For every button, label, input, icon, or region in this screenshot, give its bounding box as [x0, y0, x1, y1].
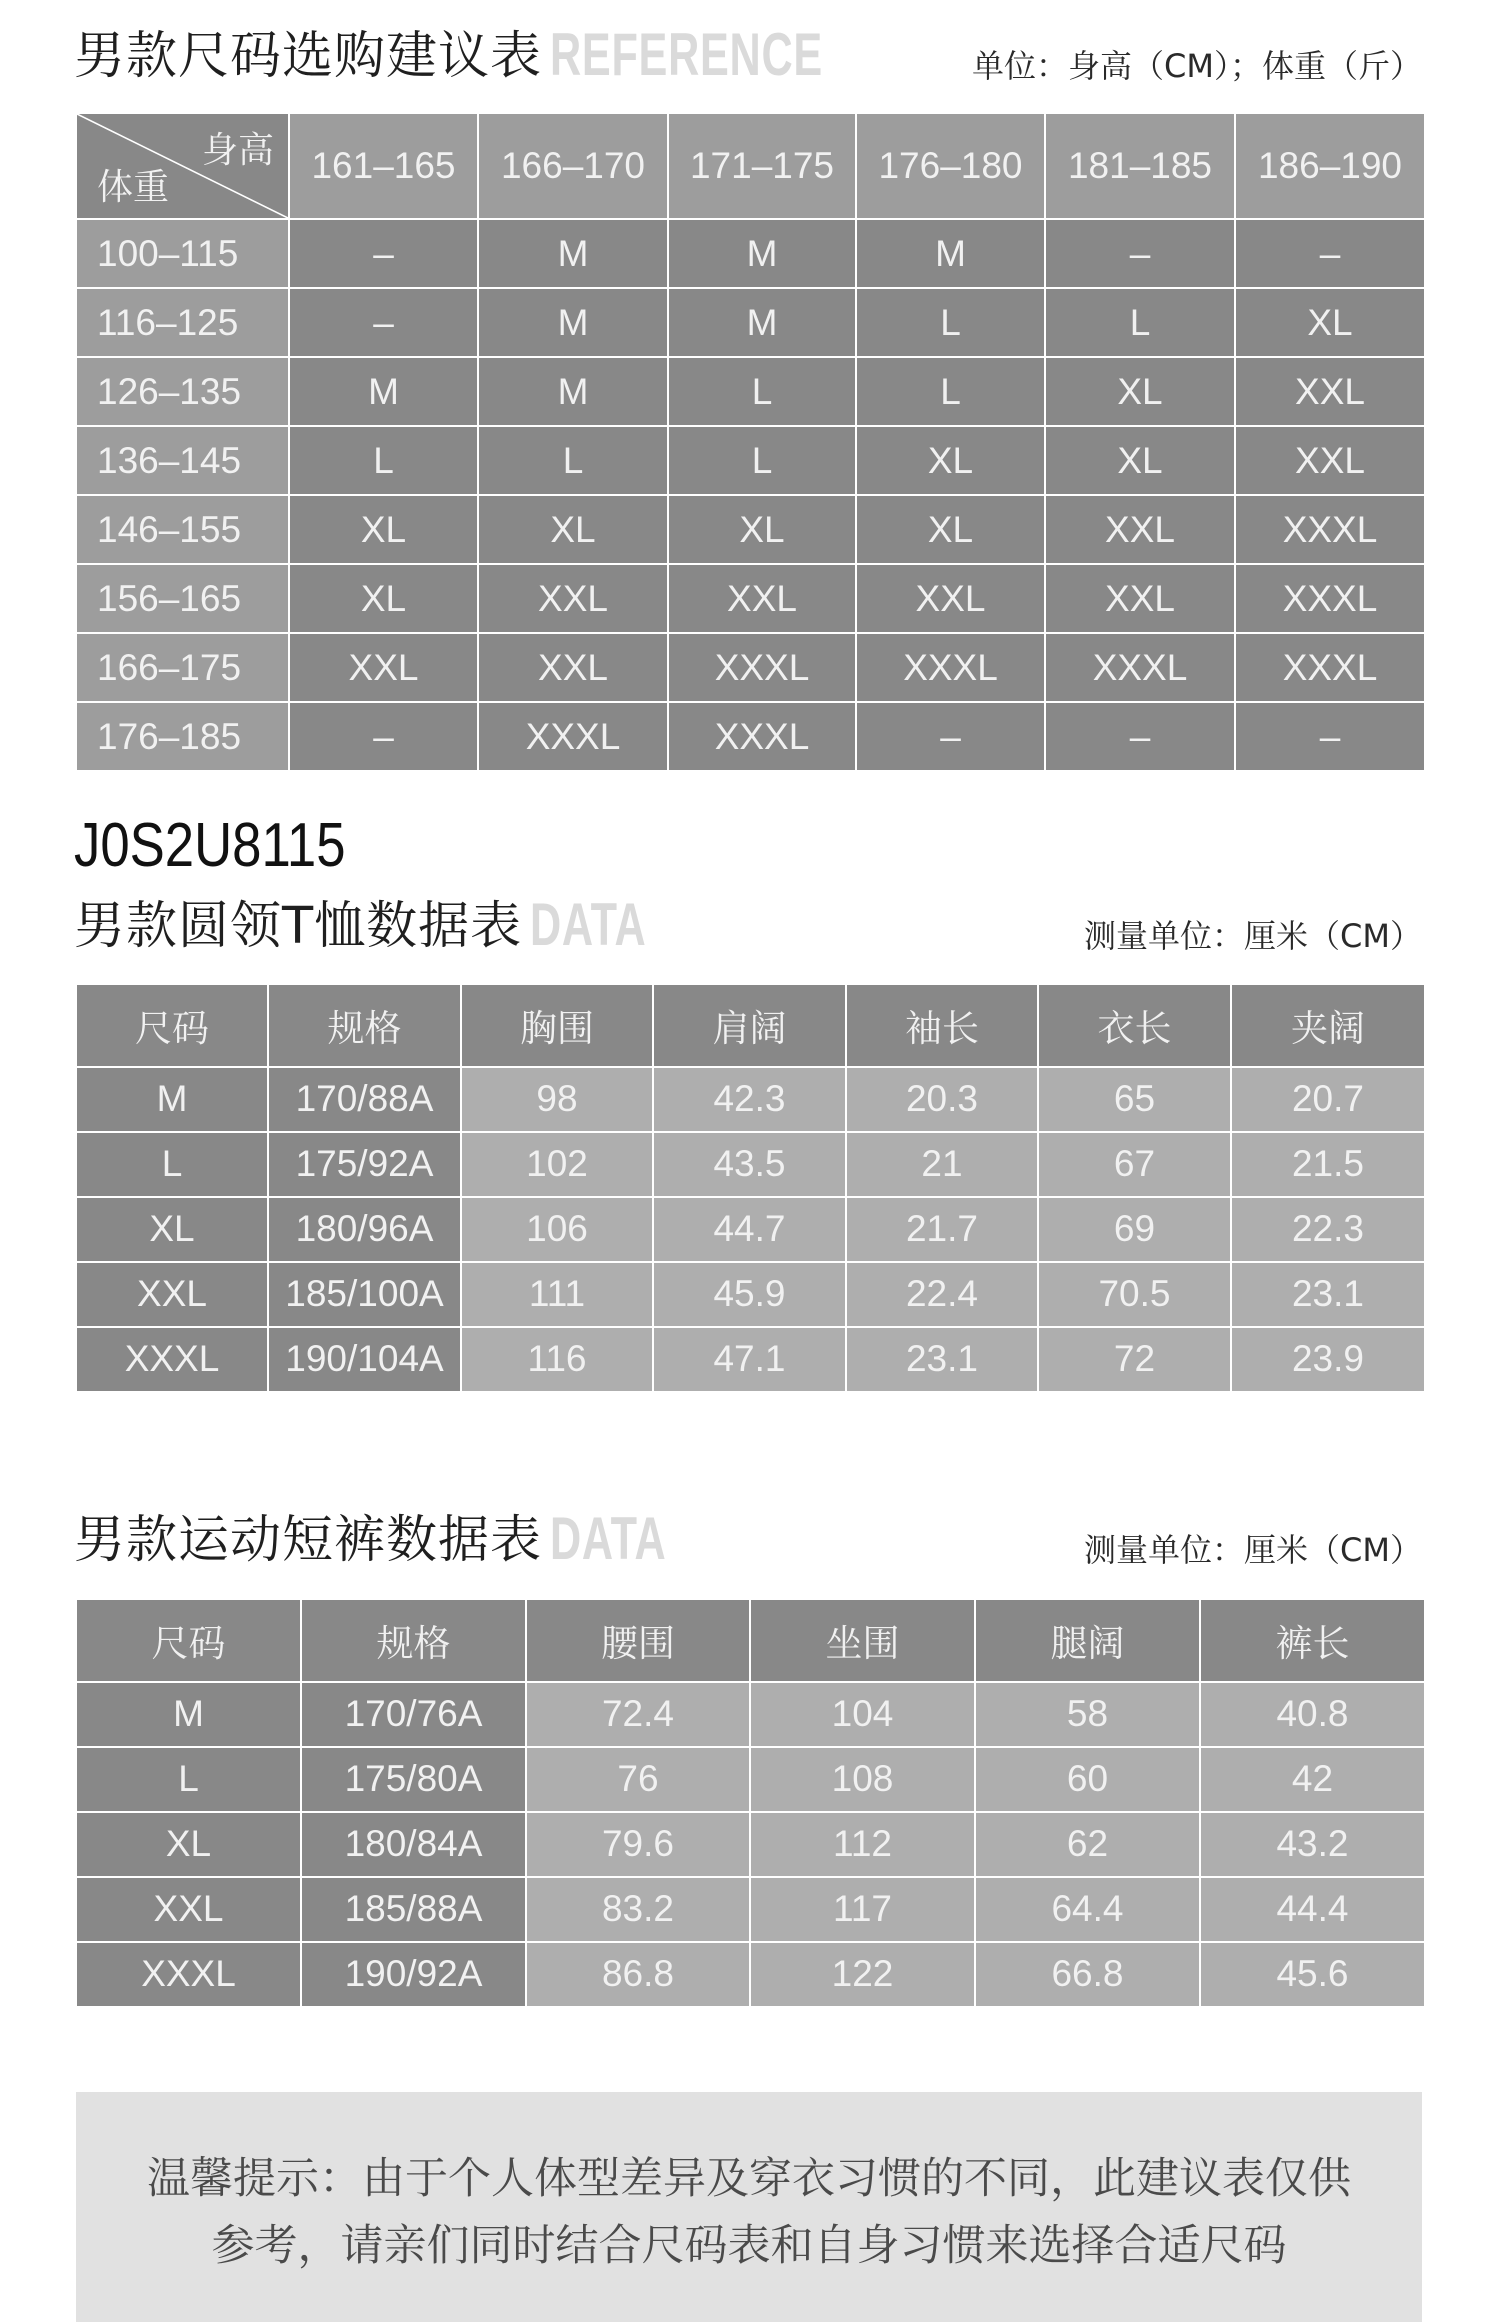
table-row — [76, 219, 1425, 288]
data-cell: 122 — [750, 1942, 975, 2007]
corner-header-cell — [76, 113, 289, 219]
height-range-header: 166–170 — [478, 113, 668, 219]
size-label-cell: XL — [76, 1812, 301, 1877]
data-cell: 44.7 — [653, 1197, 846, 1262]
shorts-table-unit: 测量单位：厘米（CM） — [1084, 1531, 1422, 1569]
size-cell: XXXL — [1045, 633, 1235, 702]
size-cell: XXXL — [1235, 495, 1425, 564]
size-cell: L — [856, 357, 1045, 426]
column-header: 坐围 — [750, 1599, 975, 1682]
height-range-header: 171–175 — [668, 113, 856, 219]
size-label-cell: M — [76, 1067, 268, 1132]
column-header: 腿阔 — [975, 1599, 1200, 1682]
size-cell: XXL — [289, 633, 478, 702]
size-cell: XXL — [478, 564, 668, 633]
data-cell: 42 — [1200, 1747, 1425, 1812]
weight-range-cell: 166–175 — [76, 633, 289, 702]
table-row — [76, 1197, 1425, 1262]
data-cell: 106 — [461, 1197, 653, 1262]
size-cell: M — [668, 288, 856, 357]
tshirt-table-title: 男款圆领T恤数据表 — [74, 897, 523, 956]
size-cell: – — [289, 219, 478, 288]
column-header: 尺码 — [76, 984, 268, 1067]
size-cell: L — [289, 426, 478, 495]
data-cell: 23.1 — [846, 1327, 1038, 1392]
column-header: 裤长 — [1200, 1599, 1425, 1682]
data-cell: 65 — [1038, 1067, 1231, 1132]
column-header: 规格 — [301, 1599, 526, 1682]
table-row — [76, 702, 1425, 771]
size-cell: – — [856, 702, 1045, 771]
data-cell: 170/88A — [268, 1067, 461, 1132]
size-cell: – — [1045, 702, 1235, 771]
size-cell: XL — [1045, 426, 1235, 495]
size-cell: – — [289, 702, 478, 771]
tip-box — [76, 2092, 1422, 2322]
data-cell: 21 — [846, 1132, 1038, 1197]
size-cell: – — [1045, 219, 1235, 288]
data-cell: 62 — [975, 1812, 1200, 1877]
size-cell: XXL — [1235, 357, 1425, 426]
size-label-cell: XL — [76, 1197, 268, 1262]
shorts-table-title-en: DATA — [550, 1505, 667, 1572]
data-cell: 111 — [461, 1262, 653, 1327]
height-range-header: 161–165 — [289, 113, 478, 219]
size-cell: XXXL — [1235, 564, 1425, 633]
table-header-row — [76, 1599, 1425, 1682]
table-row — [76, 357, 1425, 426]
weight-range-cell: 146–155 — [76, 495, 289, 564]
data-cell: 72 — [1038, 1327, 1231, 1392]
size-cell: XXL — [856, 564, 1045, 633]
model-code: J0S2U8115 — [74, 811, 346, 880]
table-row — [76, 288, 1425, 357]
size-cell: XXL — [1235, 426, 1425, 495]
data-cell: 116 — [461, 1327, 653, 1392]
height-range-header: 181–185 — [1045, 113, 1235, 219]
size-cell: L — [668, 426, 856, 495]
size-label-cell: XXXL — [76, 1327, 268, 1392]
data-cell: 40.8 — [1200, 1682, 1425, 1747]
table-header-row — [76, 984, 1425, 1067]
table-row — [76, 633, 1425, 702]
data-cell: 21.5 — [1231, 1132, 1425, 1197]
table-row — [76, 1812, 1425, 1877]
size-cell: XL — [289, 495, 478, 564]
size-cell: XL — [856, 426, 1045, 495]
column-header: 胸围 — [461, 984, 653, 1067]
data-cell: 112 — [750, 1812, 975, 1877]
size-cell: XXXL — [1235, 633, 1425, 702]
table-row — [76, 1262, 1425, 1327]
size-reference-title-en: REFERENCE — [550, 21, 823, 88]
data-cell: 47.1 — [653, 1327, 846, 1392]
size-cell: M — [856, 219, 1045, 288]
weight-range-cell: 176–185 — [76, 702, 289, 771]
data-cell: 180/84A — [301, 1812, 526, 1877]
data-cell: 180/96A — [268, 1197, 461, 1262]
size-cell: XXXL — [668, 702, 856, 771]
size-cell: M — [478, 288, 668, 357]
data-cell: 185/100A — [268, 1262, 461, 1327]
size-cell: XXL — [1045, 495, 1235, 564]
table-row — [76, 1747, 1425, 1812]
tip-line-2: 参考，请亲们同时结合尺码表和自身习惯来选择合适尺码 — [211, 2221, 1287, 2271]
data-cell: 108 — [750, 1747, 975, 1812]
data-cell: 76 — [526, 1747, 750, 1812]
corner-weight-label: 体重 — [97, 167, 170, 208]
weight-range-cell: 136–145 — [76, 426, 289, 495]
data-cell: 23.1 — [1231, 1262, 1425, 1327]
size-cell: – — [1235, 219, 1425, 288]
data-cell: 44.4 — [1200, 1877, 1425, 1942]
size-cell: – — [289, 288, 478, 357]
table-header-row — [76, 113, 1425, 219]
size-cell: XXL — [1045, 564, 1235, 633]
column-header: 尺码 — [76, 1599, 301, 1682]
tshirt-table-unit: 测量单位：厘米（CM） — [1084, 917, 1422, 955]
size-label-cell: L — [76, 1132, 268, 1197]
weight-range-cell: 100–115 — [76, 219, 289, 288]
data-cell: 190/104A — [268, 1327, 461, 1392]
data-cell: 104 — [750, 1682, 975, 1747]
shorts-table-header — [74, 1505, 1422, 1572]
data-cell: 190/92A — [301, 1942, 526, 2007]
size-label-cell: XXL — [76, 1877, 301, 1942]
tip-line-1: 温馨提示：由于个人体型差异及穿衣习惯的不同，此建议表仅供 — [147, 2154, 1351, 2204]
data-cell: 58 — [975, 1682, 1200, 1747]
size-cell: XL — [478, 495, 668, 564]
size-cell: M — [289, 357, 478, 426]
weight-range-cell: 116–125 — [76, 288, 289, 357]
size-reference-title-group — [74, 21, 929, 88]
size-label-cell: XXXL — [76, 1942, 301, 2007]
size-reference-table — [75, 112, 1426, 772]
corner-height-label: 身高 — [201, 130, 274, 171]
table-row — [76, 426, 1425, 495]
size-cell: XL — [668, 495, 856, 564]
size-cell: XXXL — [668, 633, 856, 702]
column-header: 衣长 — [1038, 984, 1231, 1067]
shorts-data-table — [75, 1598, 1426, 2008]
size-cell: M — [478, 357, 668, 426]
data-cell: 83.2 — [526, 1877, 750, 1942]
shorts-title-group — [74, 1505, 712, 1572]
shorts-table-title: 男款运动短裤数据表 — [74, 1511, 543, 1570]
column-header: 规格 — [268, 984, 461, 1067]
size-label-cell: L — [76, 1747, 301, 1812]
data-cell: 64.4 — [975, 1877, 1200, 1942]
table-row — [76, 1942, 1425, 2007]
data-cell: 170/76A — [301, 1682, 526, 1747]
table-row — [76, 564, 1425, 633]
tshirt-table-title-en: DATA — [530, 891, 647, 958]
column-header: 腰围 — [526, 1599, 750, 1682]
size-cell: XXL — [478, 633, 668, 702]
size-cell: L — [668, 357, 856, 426]
data-cell: 20.7 — [1231, 1067, 1425, 1132]
size-label-cell: M — [76, 1682, 301, 1747]
size-reference-header — [74, 21, 1422, 88]
size-cell: XXXL — [478, 702, 668, 771]
table-row — [76, 1877, 1425, 1942]
data-cell: 45.6 — [1200, 1942, 1425, 2007]
data-cell: 117 — [750, 1877, 975, 1942]
data-cell: 67 — [1038, 1132, 1231, 1197]
size-cell: XXXL — [856, 633, 1045, 702]
size-cell: XL — [1045, 357, 1235, 426]
size-label-cell: XXL — [76, 1262, 268, 1327]
height-range-header: 186–190 — [1235, 113, 1425, 219]
data-cell: 70.5 — [1038, 1262, 1231, 1327]
data-cell: 21.7 — [846, 1197, 1038, 1262]
table-row — [76, 1327, 1425, 1392]
size-cell: L — [478, 426, 668, 495]
weight-range-cell: 156–165 — [76, 564, 289, 633]
data-cell: 22.4 — [846, 1262, 1038, 1327]
column-header: 袖长 — [846, 984, 1038, 1067]
data-cell: 22.3 — [1231, 1197, 1425, 1262]
height-range-header: 176–180 — [856, 113, 1045, 219]
data-cell: 72.4 — [526, 1682, 750, 1747]
size-cell: L — [1045, 288, 1235, 357]
data-cell: 23.9 — [1231, 1327, 1425, 1392]
data-cell: 175/80A — [301, 1747, 526, 1812]
tshirt-data-table — [75, 983, 1426, 1393]
data-cell: 43.5 — [653, 1132, 846, 1197]
size-cell: M — [668, 219, 856, 288]
data-cell: 175/92A — [268, 1132, 461, 1197]
data-cell: 79.6 — [526, 1812, 750, 1877]
table-row — [76, 495, 1425, 564]
tshirt-title-group — [74, 891, 692, 958]
size-cell: – — [1235, 702, 1425, 771]
size-cell: XL — [289, 564, 478, 633]
table-row — [76, 1067, 1425, 1132]
size-cell: XL — [856, 495, 1045, 564]
size-cell: M — [478, 219, 668, 288]
column-header: 夹阔 — [1231, 984, 1425, 1067]
size-reference-unit: 单位：身高（CM）；体重（斤） — [972, 47, 1422, 85]
table-row — [76, 1682, 1425, 1747]
table-row — [76, 1132, 1425, 1197]
tshirt-table-header — [74, 891, 1422, 958]
size-cell: L — [856, 288, 1045, 357]
column-header: 肩阔 — [653, 984, 846, 1067]
size-cell: XXL — [668, 564, 856, 633]
data-cell: 42.3 — [653, 1067, 846, 1132]
data-cell: 185/88A — [301, 1877, 526, 1942]
weight-range-cell: 126–135 — [76, 357, 289, 426]
size-reference-title: 男款尺码选购建议表 — [74, 27, 543, 86]
data-cell: 66.8 — [975, 1942, 1200, 2007]
size-cell: XL — [1235, 288, 1425, 357]
data-cell: 43.2 — [1200, 1812, 1425, 1877]
data-cell: 86.8 — [526, 1942, 750, 2007]
data-cell: 98 — [461, 1067, 653, 1132]
data-cell: 60 — [975, 1747, 1200, 1812]
data-cell: 20.3 — [846, 1067, 1038, 1132]
data-cell: 102 — [461, 1132, 653, 1197]
data-cell: 69 — [1038, 1197, 1231, 1262]
data-cell: 45.9 — [653, 1262, 846, 1327]
